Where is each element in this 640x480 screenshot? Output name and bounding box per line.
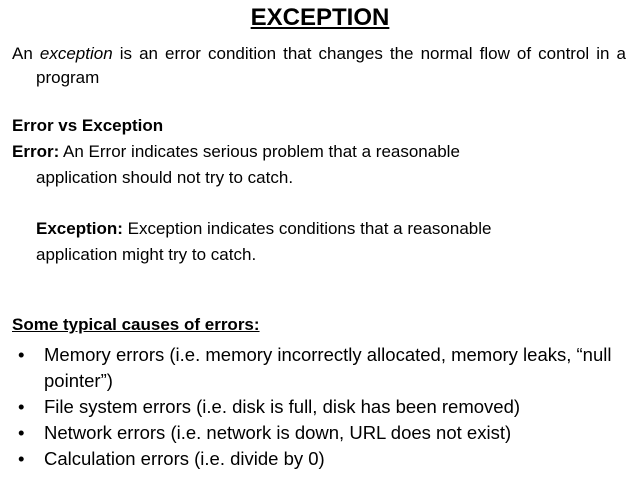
causes-heading: Some typical causes of errors: [12, 315, 260, 334]
error-text-line1: An Error indicates serious problem that a reasonable [59, 142, 460, 161]
exception-label: Exception: [36, 219, 123, 238]
bullet-icon: • [18, 344, 25, 365]
comparison-heading: Error vs Exception [12, 116, 164, 135]
intro-term: exception [39, 44, 113, 63]
bullet-icon: • [18, 396, 25, 417]
list-item [18, 394, 628, 420]
bullet-icon: • [18, 422, 25, 443]
error-definition-line1 [12, 140, 460, 164]
list-item [18, 446, 628, 472]
intro-prefix: An [12, 44, 40, 63]
list-item-text: File system errors (i.e. disk is full, disk has been removed) [44, 396, 521, 417]
error-label: Error: [12, 142, 60, 161]
exception-definition-line1 [36, 217, 491, 241]
bullet-icon: • [18, 448, 25, 469]
intro-rest: is an error condition that changes the normal flow of control in a program [36, 44, 626, 87]
list-item-text: Calculation errors (i.e. divide by 0) [44, 448, 325, 469]
exception-definition-line2: application might try to catch. [36, 245, 257, 264]
list-item [18, 342, 628, 394]
list-item [18, 420, 628, 446]
slide-title: EXCEPTION [250, 4, 390, 31]
causes-list [18, 342, 628, 472]
list-item-text: Network errors (i.e. network is down, URL does not exist) [44, 422, 512, 443]
exception-text-line1: Exception indicates conditions that a reasonable [122, 219, 492, 238]
intro-paragraph [12, 42, 626, 90]
error-definition-line2: application should not try to catch. [36, 168, 294, 187]
list-item-text: Memory errors (i.e. memory incorrectly allocated, memory leaks, “null pointer”) [44, 344, 612, 391]
